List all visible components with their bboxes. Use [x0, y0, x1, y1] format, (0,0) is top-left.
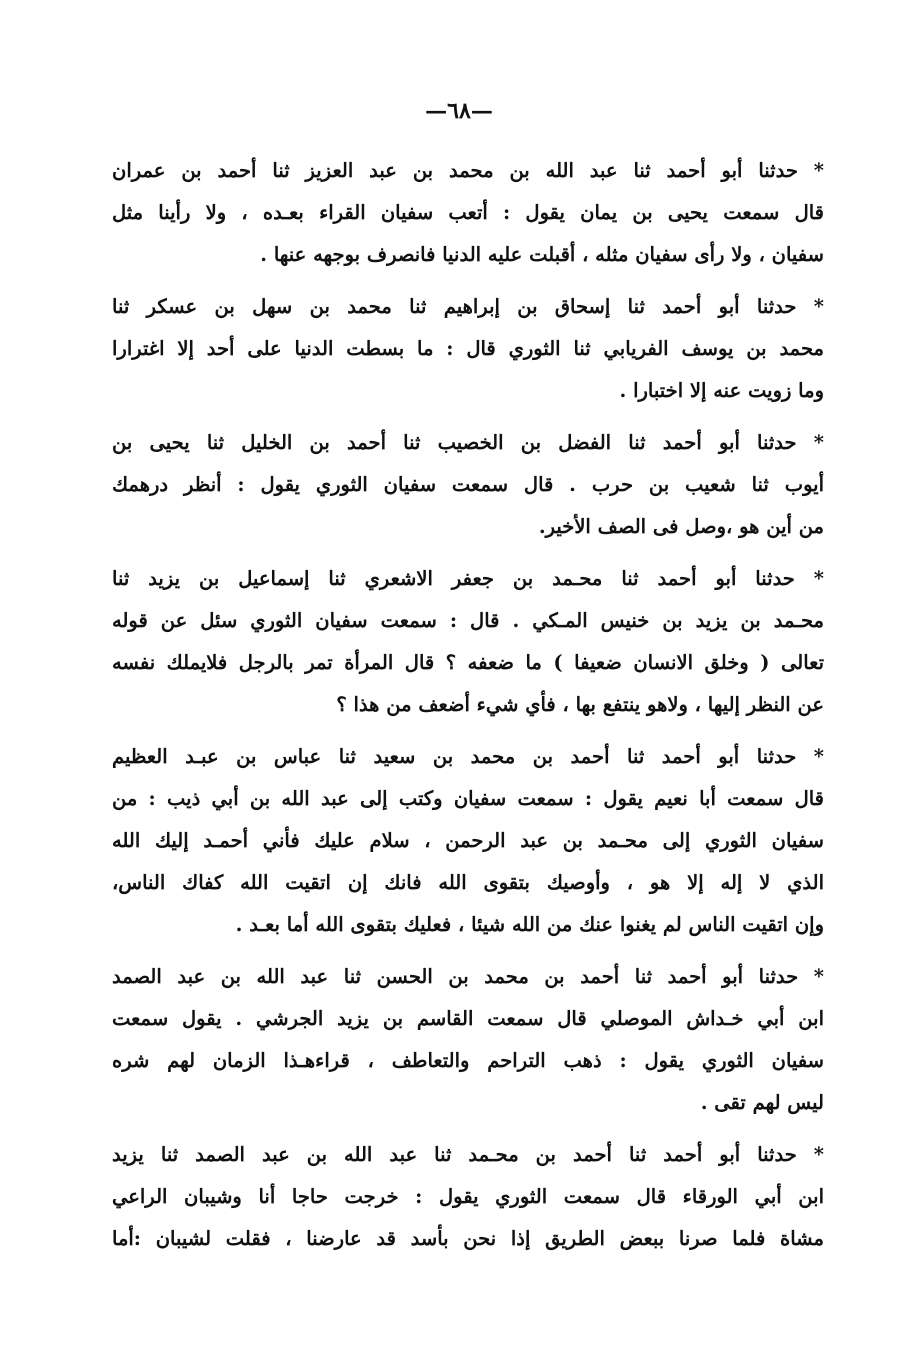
- text-line: سفيان الثوري إلى محـمد بن عبد الرحمن ، سلام عليك فأني أحمـد إليك الله: [112, 829, 824, 852]
- text-line: وما زويت عنه إلا اختبارا .: [619, 379, 824, 402]
- text-line: * حدثنا أبو أحمد ثنا الفضل بن الخصيب ثنا أحمد بن الخليل ثنا يحيى بن: [112, 431, 824, 454]
- text-line: مشاة فلما صرنا ببعض الطريق إذا نحن بأسد قد عارضنا ، فقلت لشيبان :أما: [112, 1227, 824, 1250]
- text-line: قال سمعت يحيى بن يمان يقول : أتعب سفيان القراء بعـده ، ولا رأينا مثل: [112, 201, 824, 224]
- text-line: ابن أبي الورقاء قال سمعت الثوري يقول : خرجت حاجا أنا وشيبان الراعي: [112, 1185, 824, 1208]
- text-line: من أين هو ،وصل فى الصف الأخير.: [538, 515, 824, 538]
- text-line: محـمد بن يزيد بن خنيس المـكي . قال : سمعت سفيان الثوري سئل عن قوله: [112, 609, 824, 632]
- text-line: * حدثنا أبو أحمد ثنا إسحاق بن إبراهيم ثنا محمد بن سهل بن عسكر ثنا: [112, 295, 824, 318]
- paragraph: [112, 1134, 824, 1260]
- text-line: أيوب ثنا شعيب بن حرب . قال سمعت سفيان الثوري يقول : أنظر درهمك: [112, 473, 824, 496]
- paragraph: [112, 422, 824, 548]
- text-line: ابن أبي خـداش الموصلي قال سمعت القاسم بن يزيد الجرشي . يقول سمعت: [112, 1007, 824, 1030]
- text-line: * حدثنا أبو أحمد ثنا محـمد بن جعفر الاشعري ثنا إسماعيل بن يزيد ثنا: [112, 567, 824, 590]
- paragraph: [112, 956, 824, 1124]
- page-number: —٦٨—: [425, 98, 493, 124]
- main-text: [112, 150, 824, 1270]
- text-line: عن النظر إليها ، ولاهو ينتفع بها ، فأي شيء أضعف من هذا ؟: [336, 693, 824, 716]
- text-line: تعالى ( وخلق الانسان ضعيفا ) ما ضعفه ؟ قال المرأة تمر بالرجل فلايملك نفسه: [112, 651, 824, 674]
- text-line: سفيان الثوري يقول : ذهب التراحم والتعاطف ، قراءهـذا الزمان لهم شره: [112, 1049, 824, 1072]
- text-line: * حدثنا أبو أحمد ثنا أحمد بن محـمد ثنا عبد الله بن عبد الصمد ثنا يزيد: [112, 1143, 824, 1166]
- text-line: قال سمعت أبا نعيم يقول : سمعت سفيان وكتب إلى عبد الله بن أبي ذيب : من: [112, 787, 824, 810]
- text-line: * حدثنا أبو أحمد ثنا أحمد بن محمد بن الحسن ثنا عبد الله بن عبد الصمد: [112, 965, 824, 988]
- text-line: سفيان ، ولا رأى سفيان مثله ، أقبلت عليه الدنيا فانصرف بوجهه عنها .: [260, 243, 824, 266]
- text-line: * حدثنا أبو أحمد ثنا عبد الله بن محمد بن عبد العزيز ثنا أحمد بن عمران: [112, 159, 824, 182]
- text-line: ليس لهم تقى .: [700, 1091, 824, 1114]
- text-line: وإن اتقيت الناس لم يغنوا عنك من الله شيئا ، فعليك بتقوى الله أما بعـد .: [235, 913, 824, 936]
- text-line: الذي لا إله إلا هو ، وأوصيك بتقوى الله فانك إن اتقيت الله كفاك الناس،: [112, 871, 824, 894]
- text-line: * حدثنا أبو أحمد ثنا أحمد بن محمد بن سعيد ثنا عباس بن عبـد العظيم: [112, 745, 824, 768]
- paragraph: [112, 150, 824, 276]
- text-line: محمد بن يوسف الفريابي ثنا الثوري قال : ما بسطت الدنيا على أحد إلا اغترارا: [112, 337, 824, 360]
- paragraph: [112, 286, 824, 412]
- paragraph: [112, 558, 824, 726]
- paragraph: [112, 736, 824, 946]
